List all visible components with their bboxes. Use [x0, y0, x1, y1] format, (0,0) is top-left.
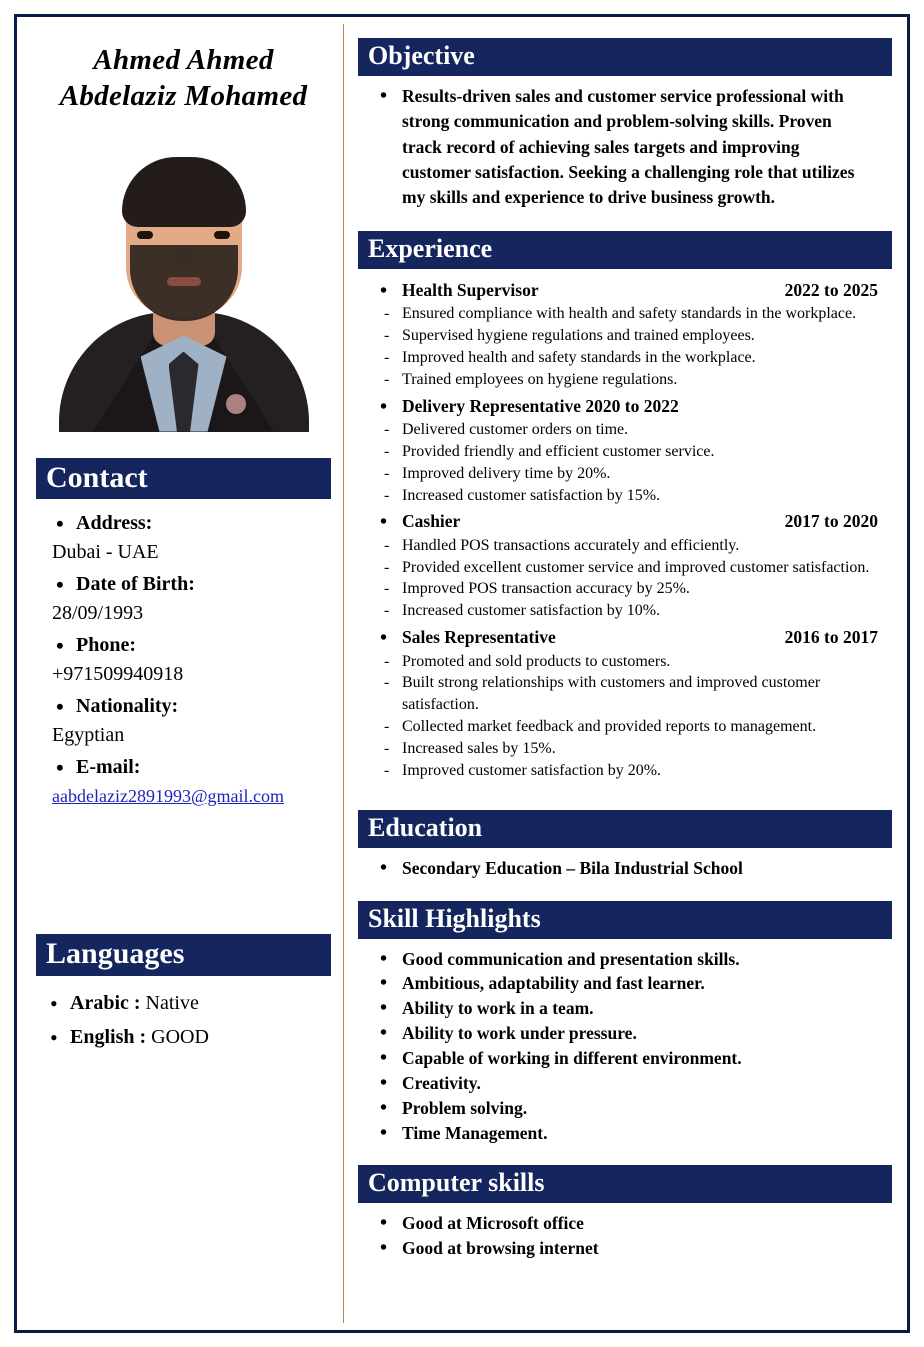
skill-item: • Creativity.: [358, 1071, 892, 1096]
contact-item: [42, 509, 331, 566]
job-dates: 2016 to 2017: [784, 627, 878, 648]
job-detail: - Delivered customer orders on time.: [358, 419, 892, 441]
contact-label-address: • Address:: [42, 509, 331, 538]
contact-heading: Contact: [36, 458, 331, 500]
job-detail: - Increased sales by 15%.: [358, 738, 892, 760]
skill-item: • Ambitious, adaptability and fast learner.: [358, 971, 892, 996]
job-title: Delivery Representative 2020 to 2022: [402, 395, 679, 416]
computer-skills-list: [358, 1211, 892, 1261]
candidate-name-line1: Ahmed Ahmed: [93, 44, 274, 76]
skill-item: • Ability to work under pressure.: [358, 1021, 892, 1046]
job-detail: - Built strong relationships with customers and improved customer satisfaction.: [358, 672, 892, 716]
language-level: Native: [145, 991, 199, 1014]
job-detail: - Collected market feedback and provided reports to management.: [358, 716, 892, 738]
job-detail: - Increased customer satisfaction by 15%.: [358, 485, 892, 507]
job-title: • Cashier: [402, 511, 461, 532]
job-detail: - Improved customer satisfaction by 20%.: [358, 760, 892, 782]
skill-item: • Capable of working in different environment.: [358, 1046, 892, 1071]
contact-list: [36, 509, 331, 810]
skill-item: • Time Management.: [358, 1121, 892, 1146]
objective-text: • Results-driven sales and customer service professional with strong communication and problem-solving skills. Proven track record of achieving sales targets and improving customer satisfaction. Seeking a challenging role that utilizes my skills and experience to drive business growth.: [358, 84, 892, 211]
experience-item: [358, 393, 892, 507]
experience-heading: Experience: [358, 231, 892, 269]
job-header: [358, 508, 892, 534]
left-column: [26, 24, 344, 1323]
contact-value-nationality: Egyptian: [52, 724, 125, 746]
job-detail: - Promoted and sold products to customers.: [358, 651, 892, 673]
job-title: • Sales Representative: [402, 627, 556, 648]
contact-label-nationality: • Nationality:: [42, 692, 331, 721]
job-detail: - Improved delivery time by 20%.: [358, 463, 892, 485]
job-detail: - Handled POS transactions accurately and efficiently.: [358, 535, 892, 557]
job-detail: - Supervised hygiene regulations and trained employees.: [358, 325, 892, 347]
job-dates: 2022 to 2025: [784, 279, 878, 300]
skill-item: • Problem solving.: [358, 1096, 892, 1121]
job-detail: - Improved POS transaction accuracy by 25%.: [358, 578, 892, 600]
contact-item: [42, 631, 331, 688]
job-detail: - Trained employees on hygiene regulations.: [358, 369, 892, 391]
contact-label-email: • E-mail:: [42, 753, 331, 782]
job-detail: - Improved health and safety standards in the workplace.: [358, 347, 892, 369]
contact-value-phone: +971509940918: [52, 663, 184, 685]
language-item: [36, 1020, 331, 1054]
job-title: • Health Supervisor: [402, 279, 539, 300]
candidate-name: [36, 42, 331, 115]
languages-list: [36, 986, 331, 1054]
language-name: English :: [70, 1025, 147, 1048]
education-item: • Secondary Education – Bila Industrial School: [358, 856, 892, 881]
resume-body: [14, 14, 910, 1333]
portrait-photo: [51, 127, 316, 432]
computer-skill-item: • Good at browsing internet: [358, 1236, 892, 1261]
skill-item: • Good communication and presentation skills.: [358, 947, 892, 972]
job-header: [358, 393, 892, 419]
contact-item: [42, 570, 331, 627]
experience-item: [358, 624, 892, 782]
language-level: GOOD: [151, 1025, 209, 1048]
language-name: Arabic :: [70, 991, 141, 1014]
experience-item: [358, 508, 892, 622]
job-detail: - Ensured compliance with health and safety standards in the workplace.: [358, 303, 892, 325]
spacer: [36, 814, 331, 934]
email-link[interactable]: aabdelaziz2891993@gmail.com: [52, 786, 284, 806]
education-heading: Education: [358, 810, 892, 848]
experience-item: [358, 277, 892, 391]
languages-heading: Languages: [36, 934, 331, 976]
objective-heading: Objective: [358, 38, 892, 76]
computer-skills-heading: Computer skills: [358, 1165, 892, 1203]
skills-list: [358, 947, 892, 1146]
computer-skill-item: • Good at Microsoft office: [358, 1211, 892, 1236]
right-column: [344, 24, 898, 1323]
job-detail: - Provided friendly and efficient customer service.: [358, 441, 892, 463]
photo-container: [36, 127, 331, 432]
candidate-name-line2: Abdelaziz Mohamed: [59, 80, 308, 113]
contact-value-address: Dubai - UAE: [52, 541, 159, 563]
job-detail: - Increased customer satisfaction by 10%.: [358, 600, 892, 622]
skill-item: • Ability to work in a team.: [358, 996, 892, 1021]
contact-item: [42, 692, 331, 749]
job-header: [358, 277, 892, 303]
contact-value-dob: 28/09/1993: [52, 602, 144, 624]
contact-label-dob: • Date of Birth:: [42, 570, 331, 599]
skills-heading: Skill Highlights: [358, 901, 892, 939]
job-header: [358, 624, 892, 650]
contact-label-phone: • Phone:: [42, 631, 331, 660]
job-dates: 2017 to 2020: [784, 511, 878, 532]
contact-item: [42, 753, 331, 810]
job-detail: - Provided excellent customer service and improved customer satisfaction.: [358, 557, 892, 579]
language-item: [36, 986, 331, 1020]
